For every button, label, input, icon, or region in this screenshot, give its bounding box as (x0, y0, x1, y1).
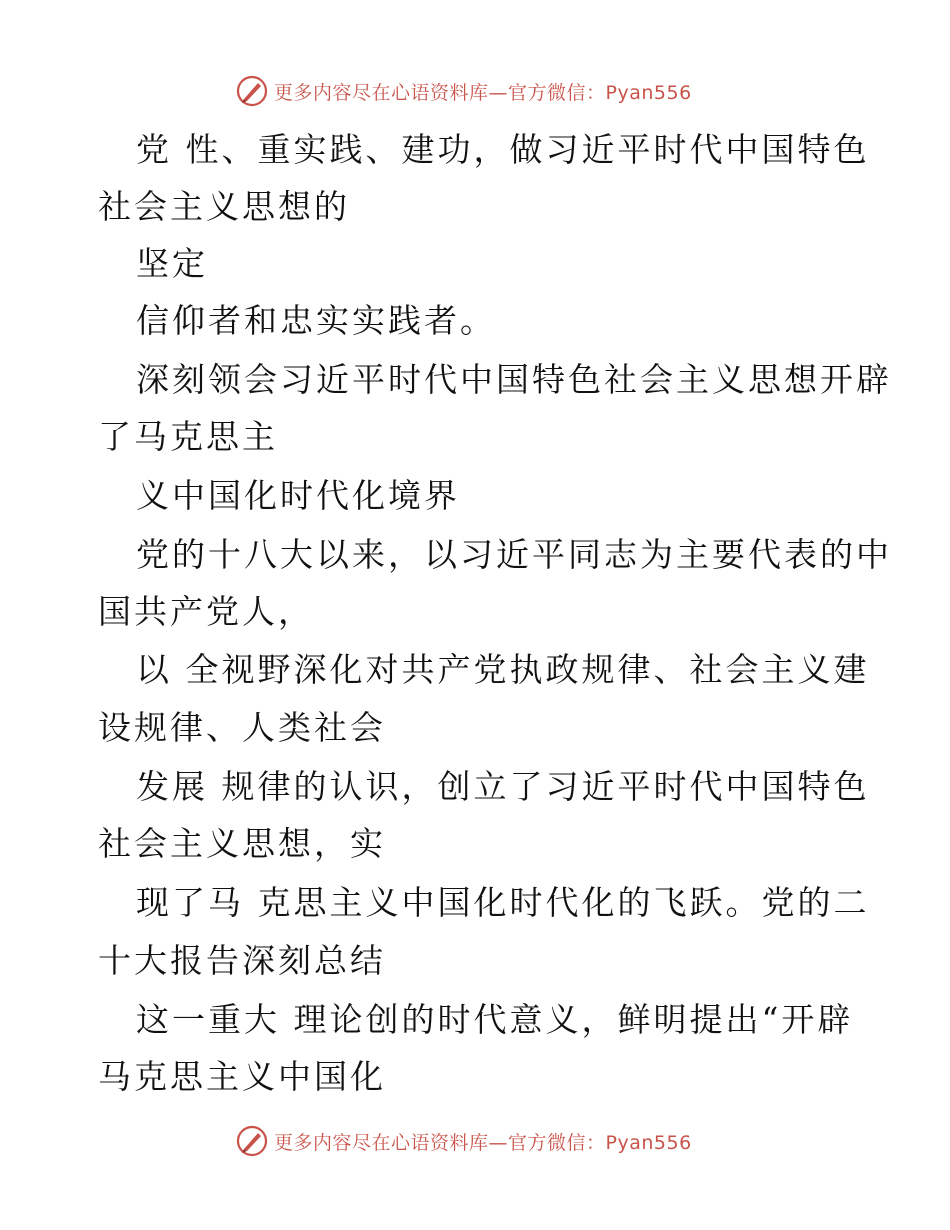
body-line: 这一重大 理论创的时代意义，鲜明提出“开辟 (136, 1000, 854, 1039)
body-line: 社会主义思想的 (98, 187, 350, 226)
body-line: 设规律、人类社会 (98, 708, 386, 747)
quill-pen-logo-icon (236, 75, 268, 107)
body-line: 发展 规律的认识，创立了习近平时代中国特色 (136, 767, 870, 806)
body-line: 社会主义思想，实 (98, 824, 386, 863)
watermark-text: 更多内容尽在心语资料库—官方微信：Pyan556 (274, 81, 692, 104)
body-line: 马克思主义中国化 (98, 1057, 386, 1096)
body-line: 义中国化时代化境界 (136, 476, 460, 515)
body-line: 深刻领会习近平时代中国特色社会主义思想开辟 (136, 360, 892, 399)
footer-watermark (236, 1124, 692, 1158)
body-line: 坚定 (136, 244, 208, 283)
body-line: 党 性、重实践、建功，做习近平时代中国特色 (136, 130, 870, 169)
body-line: 国共产党人， (98, 592, 314, 631)
body-line: 信仰者和忠实实践者。 (136, 301, 496, 340)
body-line: 了马克思主 (98, 417, 278, 456)
body-line: 党的十八大以来，以习近平同志为主要代表的中 (136, 535, 892, 574)
quill-pen-logo-icon (236, 1125, 268, 1157)
header-watermark (236, 74, 692, 108)
body-line: 十大报告深刻总结 (98, 941, 386, 980)
watermark-text: 更多内容尽在心语资料库—官方微信：Pyan556 (274, 1131, 692, 1154)
body-line: 现了马 克思主义中国化时代化的飞跃。党的二 (136, 883, 870, 922)
body-line: 以 全视野深化对共产党执政规律、社会主义建 (136, 650, 870, 689)
